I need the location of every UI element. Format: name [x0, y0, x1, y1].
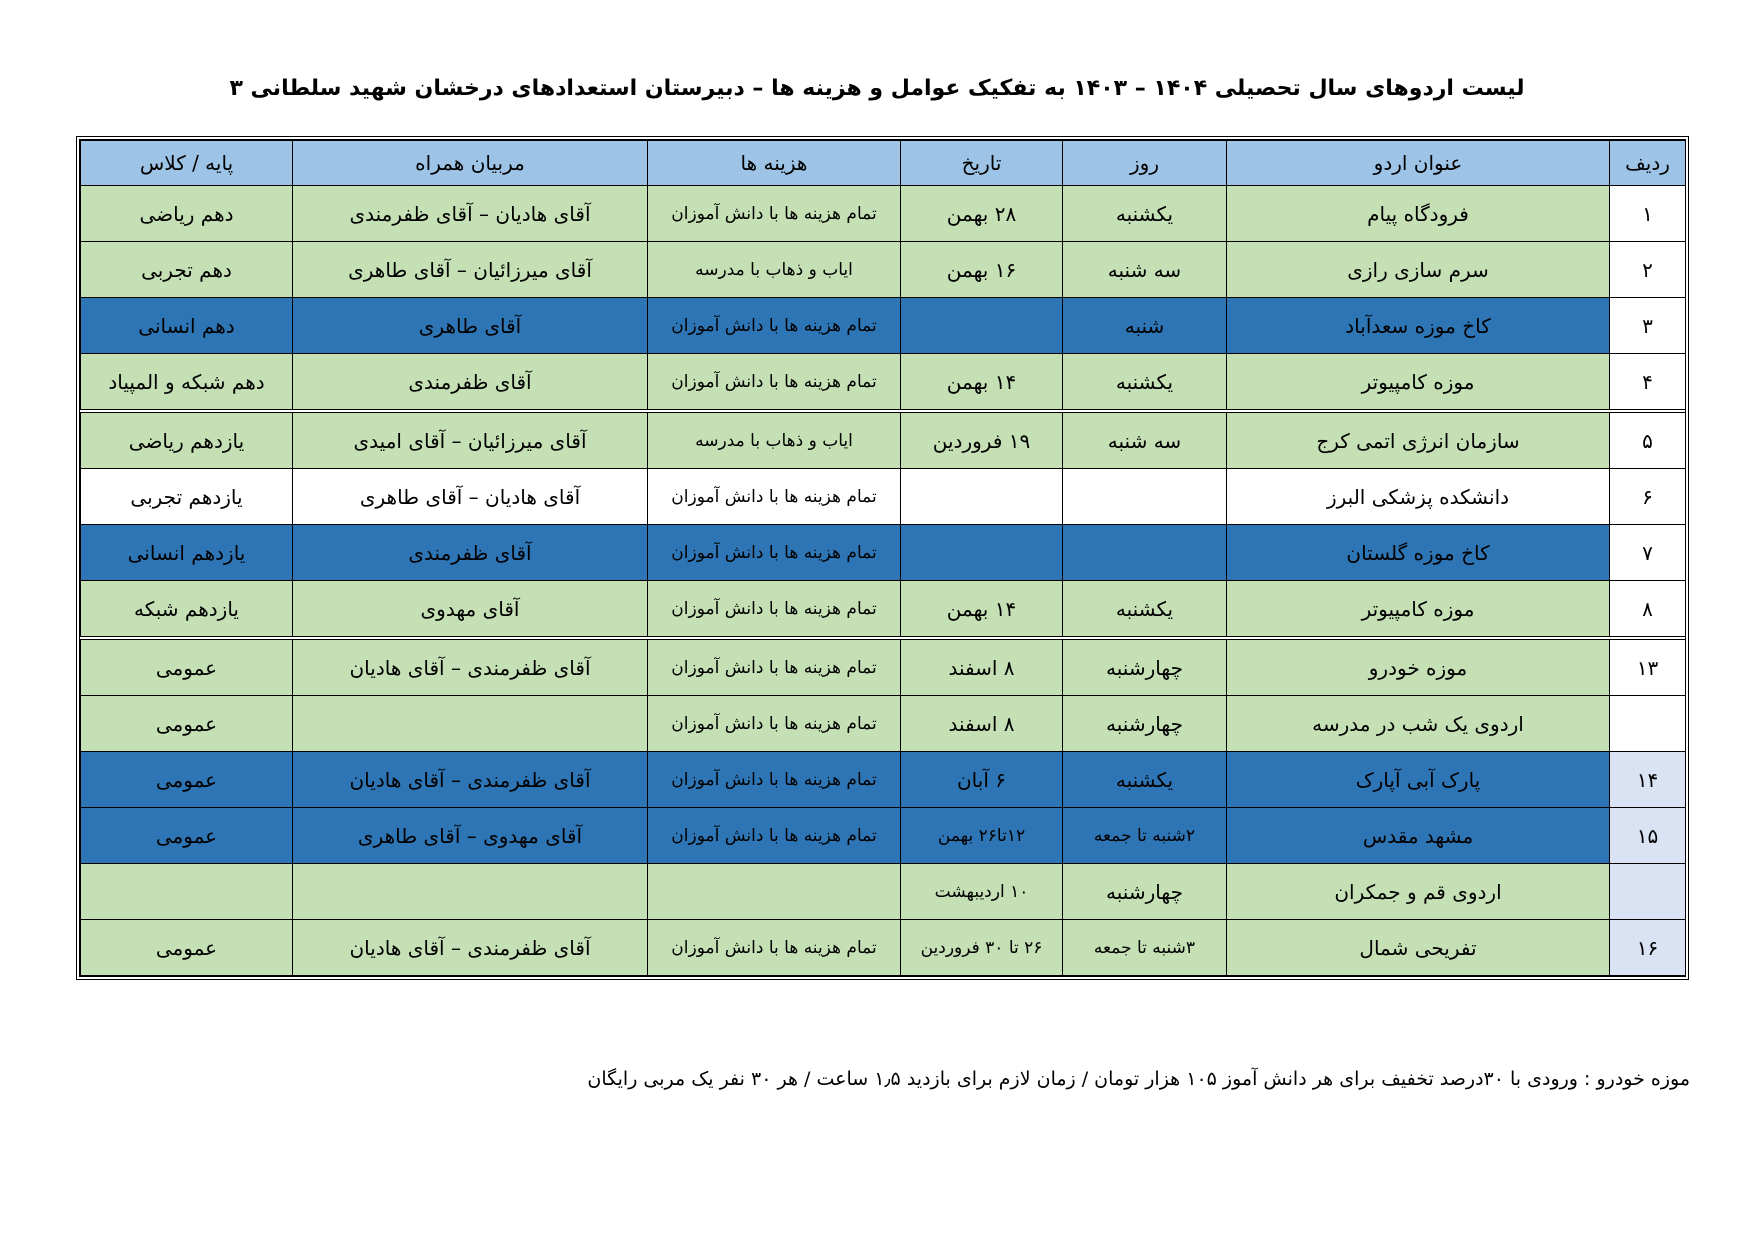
header-day: روز [1063, 141, 1227, 186]
cell-trip-name: اردوی قم و جمکران [1227, 864, 1610, 920]
table-row [81, 920, 1686, 976]
table-row [81, 581, 1686, 639]
table-row [81, 186, 1686, 242]
cell-escorts: آقای میرزائیان – آقای طاهری [293, 242, 648, 298]
cell-grade: یازدهم تجربی [81, 469, 293, 525]
document-title: لیست اردوهای سال تحصیلی ۱۴۰۴ – ۱۴۰۳ به تفکیک عوامل و هزینه ها – دبیرستان استعدادهای درخشان شهید سلطانی ۳ [229, 76, 1525, 101]
cell-row-number: ۱۶ [1610, 920, 1686, 976]
cell-escorts: آقای ظفرمندی – آقای هادیان [293, 752, 648, 808]
cell-escorts: آقای ظفرمندی – آقای هادیان [293, 638, 648, 696]
cell-escorts [293, 696, 648, 752]
cell-day: یکشنبه [1063, 354, 1227, 412]
cell-date [901, 298, 1063, 354]
table-row [81, 808, 1686, 864]
cell-row-number: ۳ [1610, 298, 1686, 354]
header-escorts: مربیان همراه [293, 141, 648, 186]
cell-escorts [293, 864, 648, 920]
table-row [81, 411, 1686, 469]
cell-cost: تمام هزینه ها با دانش آموزان [648, 638, 901, 696]
table-row [81, 298, 1686, 354]
cell-cost: تمام هزینه ها با دانش آموزان [648, 354, 901, 412]
cell-row-number: ۵ [1610, 411, 1686, 469]
cell-date: ۱۲تا۲۶ بهمن [901, 808, 1063, 864]
cell-day: چهارشنبه [1063, 638, 1227, 696]
table-row [81, 864, 1686, 920]
cell-day: ۳شنبه تا جمعه [1063, 920, 1227, 976]
cell-day: یکشنبه [1063, 186, 1227, 242]
table-row [81, 469, 1686, 525]
table-row [81, 752, 1686, 808]
table-header-row [81, 141, 1686, 186]
cell-trip-name: تفریحی شمال [1227, 920, 1610, 976]
cell-day: چهارشنبه [1063, 696, 1227, 752]
cell-cost: تمام هزینه ها با دانش آموزان [648, 469, 901, 525]
cell-date: ۲۸ بهمن [901, 186, 1063, 242]
cell-escorts: آقای ظفرمندی – آقای هادیان [293, 920, 648, 976]
cell-row-number: ۸ [1610, 581, 1686, 639]
cell-row-number: ۱۵ [1610, 808, 1686, 864]
cell-day: یکشنبه [1063, 581, 1227, 639]
cell-grade: عمومی [81, 808, 293, 864]
cell-date: ۶ آبان [901, 752, 1063, 808]
cell-grade: یازدهم شبکه [81, 581, 293, 639]
trips-table [80, 140, 1686, 976]
cell-row-number: ۱ [1610, 186, 1686, 242]
cell-grade: دهم انسانی [81, 298, 293, 354]
cell-cost: تمام هزینه ها با دانش آموزان [648, 808, 901, 864]
cell-row-number: ۷ [1610, 525, 1686, 581]
cell-day [1063, 525, 1227, 581]
cell-day: یکشنبه [1063, 752, 1227, 808]
cell-date: ۱۰ اردیبهشت [901, 864, 1063, 920]
cell-day: شنبه [1063, 298, 1227, 354]
cell-grade: دهم شبکه و المپیاد [81, 354, 293, 412]
cell-grade: دهم تجربی [81, 242, 293, 298]
cell-cost: تمام هزینه ها با دانش آموزان [648, 186, 901, 242]
cell-cost: ایاب و ذهاب با مدرسه [648, 411, 901, 469]
cell-cost: تمام هزینه ها با دانش آموزان [648, 581, 901, 639]
cell-row-number: ۱۴ [1610, 752, 1686, 808]
cell-escorts: آقای میرزائیان – آقای امیدی [293, 411, 648, 469]
cell-row-number: ۶ [1610, 469, 1686, 525]
cell-grade: عمومی [81, 752, 293, 808]
cell-escorts: آقای هادیان – آقای طاهری [293, 469, 648, 525]
cell-escorts: آقای ظفرمندی [293, 525, 648, 581]
cell-cost [648, 864, 901, 920]
cell-grade: دهم ریاضی [81, 186, 293, 242]
cell-day: سه شنبه [1063, 411, 1227, 469]
cell-trip-name: موزه کامپیوتر [1227, 581, 1610, 639]
cell-row-number: ۱۳ [1610, 638, 1686, 696]
cell-trip-name: سرم سازی رازی [1227, 242, 1610, 298]
cell-escorts: آقای هادیان – آقای ظفرمندی [293, 186, 648, 242]
cell-date [901, 469, 1063, 525]
cell-trip-name: کاخ موزه گلستان [1227, 525, 1610, 581]
table-row [81, 242, 1686, 298]
cell-cost: تمام هزینه ها با دانش آموزان [648, 298, 901, 354]
cell-day [1063, 469, 1227, 525]
cell-date [901, 525, 1063, 581]
cell-date: ۸ اسفند [901, 696, 1063, 752]
table-row [81, 638, 1686, 696]
header-row-number: ردیف [1610, 141, 1686, 186]
cell-grade: عمومی [81, 638, 293, 696]
cell-day: سه شنبه [1063, 242, 1227, 298]
cell-grade [81, 864, 293, 920]
cell-trip-name: کاخ موزه سعدآباد [1227, 298, 1610, 354]
cell-grade: یازدهم انسانی [81, 525, 293, 581]
cell-trip-name: موزه کامپیوتر [1227, 354, 1610, 412]
cell-grade: عمومی [81, 696, 293, 752]
cell-escorts: آقای مهدوی [293, 581, 648, 639]
trips-table-wrapper [76, 136, 1689, 980]
header-grade: پایه / کلاس [81, 141, 293, 186]
cell-cost: ایاب و ذهاب با مدرسه [648, 242, 901, 298]
cell-cost: تمام هزینه ها با دانش آموزان [648, 752, 901, 808]
cell-date: ۱۹ فروردین [901, 411, 1063, 469]
table-row [81, 354, 1686, 412]
header-date: تاریخ [901, 141, 1063, 186]
table-row [81, 696, 1686, 752]
cell-trip-name: فرودگاه پیام [1227, 186, 1610, 242]
header-cost: هزینه ها [648, 141, 901, 186]
cell-cost: تمام هزینه ها با دانش آموزان [648, 525, 901, 581]
cell-trip-name: پارک آبی آپارک [1227, 752, 1610, 808]
header-trip-name: عنوان اردو [1227, 141, 1610, 186]
cell-cost: تمام هزینه ها با دانش آموزان [648, 920, 901, 976]
cell-row-number: ۲ [1610, 242, 1686, 298]
cell-date: ۱۴ بهمن [901, 354, 1063, 412]
cell-trip-name: موزه خودرو [1227, 638, 1610, 696]
cell-date: ۱۴ بهمن [901, 581, 1063, 639]
cell-grade: یازدهم ریاضی [81, 411, 293, 469]
cell-trip-name: اردوی یک شب در مدرسه [1227, 696, 1610, 752]
cell-escorts: آقای ظفرمندی [293, 354, 648, 412]
cell-escorts: آقای طاهری [293, 298, 648, 354]
cell-date: ۱۶ بهمن [901, 242, 1063, 298]
cell-day: ۲شنبه تا جمعه [1063, 808, 1227, 864]
cell-date: ۲۶ تا ۳۰ فروردین [901, 920, 1063, 976]
cell-row-number [1610, 696, 1686, 752]
cell-date: ۸ اسفند [901, 638, 1063, 696]
cell-grade: عمومی [81, 920, 293, 976]
cell-day: چهارشنبه [1063, 864, 1227, 920]
footnote: موزه خودرو : ورودی با ۳۰درصد تخفیف برای هر دانش آموز ۱۰۵ هزار تومان / زمان لازم برای بازدید ۱٫۵ ساعت / هر ۳۰ نفر یک مربی رایگان [587, 1068, 1690, 1090]
cell-row-number: ۴ [1610, 354, 1686, 412]
cell-cost: تمام هزینه ها با دانش آموزان [648, 696, 901, 752]
cell-escorts: آقای مهدوی – آقای طاهری [293, 808, 648, 864]
table-row [81, 525, 1686, 581]
cell-trip-name: دانشکده پزشکی البرز [1227, 469, 1610, 525]
cell-row-number [1610, 864, 1686, 920]
cell-trip-name: مشهد مقدس [1227, 808, 1610, 864]
cell-trip-name: سازمان انرژی اتمی کرج [1227, 411, 1610, 469]
